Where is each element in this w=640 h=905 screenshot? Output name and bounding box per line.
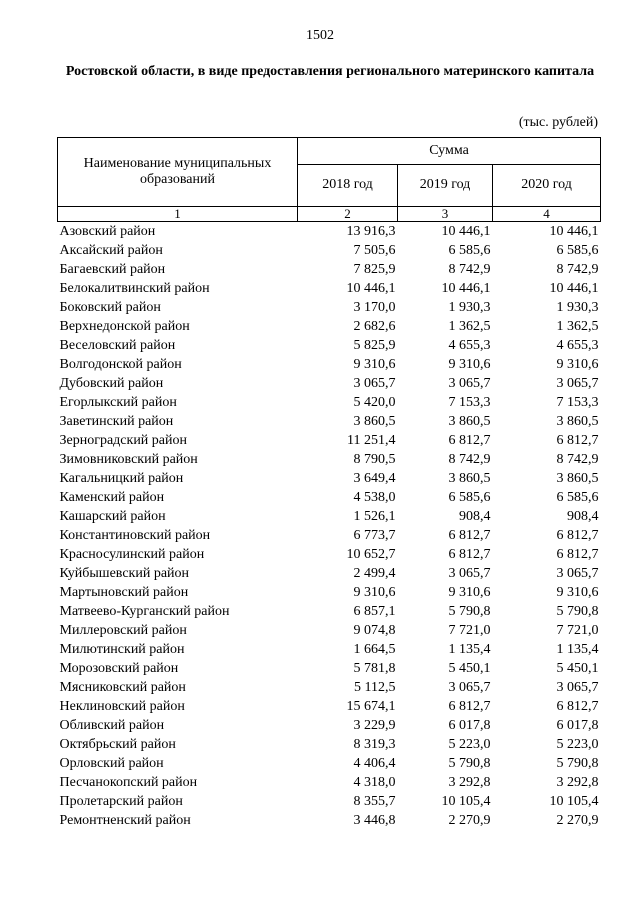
table-row — [58, 450, 601, 469]
value-2018: 3 229,9 — [353, 718, 396, 733]
header-index-4: 4 — [493, 207, 601, 222]
table-row — [58, 241, 601, 260]
value-2020: 6 585,6 — [556, 490, 599, 505]
value-2018: 13 916,3 — [346, 224, 396, 239]
table-row — [58, 716, 601, 735]
value-2020: 6 812,7 — [556, 528, 599, 543]
municipality-name: Дубовский район — [59, 376, 164, 391]
value-2018: 4 406,4 — [353, 756, 396, 771]
value-2020: 8 742,9 — [556, 262, 599, 277]
value-2019: 1 135,4 — [448, 642, 491, 657]
header-index-3: 3 — [398, 207, 493, 222]
value-2018: 9 310,6 — [353, 585, 396, 600]
table-row — [58, 545, 601, 564]
value-2019: 7 153,3 — [448, 395, 491, 410]
value-2018: 5 420,0 — [353, 395, 396, 410]
header-year-2020: 2020 год — [493, 164, 601, 206]
value-2018: 15 674,1 — [346, 699, 396, 714]
value-2019: 6 017,8 — [448, 718, 491, 733]
value-2018: 7 825,9 — [353, 262, 396, 277]
value-2019: 3 860,5 — [448, 471, 491, 486]
value-2018: 4 318,0 — [353, 775, 396, 790]
table-row — [58, 355, 601, 374]
value-2019: 1 930,3 — [448, 300, 491, 315]
value-2019: 5 790,8 — [448, 756, 491, 771]
value-2018: 2 682,6 — [353, 319, 396, 334]
value-2019: 908,4 — [459, 509, 491, 524]
value-2019: 8 742,9 — [448, 262, 491, 277]
header-year-2019: 2019 год — [398, 164, 493, 206]
value-2020: 3 860,5 — [556, 414, 599, 429]
value-2020: 3 860,5 — [556, 471, 599, 486]
value-2020: 9 310,6 — [556, 357, 599, 372]
value-2018: 2 499,4 — [353, 566, 396, 581]
value-2018: 6 773,7 — [353, 528, 396, 543]
table-row — [58, 735, 601, 754]
value-2018: 10 652,7 — [346, 547, 396, 562]
table-row — [58, 336, 601, 355]
value-2019: 3 065,7 — [448, 376, 491, 391]
value-2018: 8 790,5 — [353, 452, 396, 467]
municipality-name: Неклиновский район — [59, 699, 185, 714]
table-row — [58, 374, 601, 393]
table-row — [58, 393, 601, 412]
value-2019: 8 742,9 — [448, 452, 491, 467]
municipality-name: Каменский район — [59, 490, 165, 505]
table-row — [58, 754, 601, 773]
municipality-name: Мясниковский район — [59, 680, 186, 695]
value-2020: 9 310,6 — [556, 585, 599, 600]
value-2019: 6 812,7 — [448, 528, 491, 543]
value-2018: 7 505,6 — [353, 243, 396, 258]
municipality-name: Кагальницкий район — [59, 471, 184, 486]
value-2020: 10 446,1 — [549, 224, 599, 239]
municipality-name: Заветинский район — [59, 414, 174, 429]
value-2020: 5 790,8 — [556, 756, 599, 771]
table-row — [58, 260, 601, 279]
municipality-name: Веселовский район — [59, 338, 176, 353]
value-2020: 1 930,3 — [556, 300, 599, 315]
table-row — [58, 469, 601, 488]
municipality-name: Ремонтненский район — [59, 813, 191, 828]
value-2019: 5 223,0 — [448, 737, 491, 752]
municipality-name: Пролетарский район — [59, 794, 183, 809]
document-title: Ростовской области, в виде предоставления регионального материнского капитала — [65, 64, 595, 79]
value-2018: 8 355,7 — [353, 794, 396, 809]
value-2020: 908,4 — [567, 509, 599, 524]
value-2020: 5 790,8 — [556, 604, 599, 619]
municipality-name: Орловский район — [59, 756, 164, 771]
value-2018: 8 319,3 — [353, 737, 396, 752]
municipality-name: Багаевский район — [59, 262, 166, 277]
municipality-name: Зимовниковский район — [59, 452, 198, 467]
header-index-1: 1 — [58, 207, 298, 222]
table-row — [58, 792, 601, 811]
value-2018: 5 781,8 — [353, 661, 396, 676]
value-2018: 9 310,6 — [353, 357, 396, 372]
municipality-name: Кашарский район — [59, 509, 166, 524]
municipality-name: Матвеево-Курганский район — [59, 604, 230, 619]
table-row — [58, 317, 601, 336]
table-row — [58, 431, 601, 450]
value-2019: 4 655,3 — [448, 338, 491, 353]
table-row — [58, 564, 601, 583]
table-body — [58, 222, 601, 831]
table-row — [58, 412, 601, 431]
value-2018: 3 170,0 — [353, 300, 396, 315]
municipality-name: Азовский район — [59, 224, 156, 239]
value-2020: 5 450,1 — [556, 661, 599, 676]
table-row — [58, 488, 601, 507]
municipality-name: Песчанокопский район — [59, 775, 198, 790]
value-2018: 4 538,0 — [353, 490, 396, 505]
table-row — [58, 659, 601, 678]
header-sum: Сумма — [298, 138, 601, 165]
value-2019: 3 292,8 — [448, 775, 491, 790]
value-2019: 9 310,6 — [448, 585, 491, 600]
header-municipality: Наименование муниципальных образований — [58, 138, 298, 207]
value-2020: 8 742,9 — [556, 452, 599, 467]
value-2019: 6 585,6 — [448, 490, 491, 505]
municipality-name: Морозовский район — [59, 661, 179, 676]
value-2019: 9 310,6 — [448, 357, 491, 372]
table-row — [58, 222, 601, 242]
table-row — [58, 602, 601, 621]
value-2020: 6 585,6 — [556, 243, 599, 258]
municipality-name: Волгодонской район — [59, 357, 182, 372]
municipality-name: Обливский район — [59, 718, 165, 733]
municipality-name: Зерноградский район — [59, 433, 187, 448]
header-index-2: 2 — [298, 207, 398, 222]
table-row — [58, 583, 601, 602]
value-2020: 5 223,0 — [556, 737, 599, 752]
value-2020: 6 812,7 — [556, 433, 599, 448]
table-row — [58, 298, 601, 317]
value-2019: 10 446,1 — [441, 281, 491, 296]
value-2020: 3 065,7 — [556, 376, 599, 391]
table-row — [58, 621, 601, 640]
value-2018: 10 446,1 — [346, 281, 396, 296]
value-2020: 7 153,3 — [556, 395, 599, 410]
municipality-name: Егорлыкский район — [59, 395, 177, 410]
value-2020: 6 812,7 — [556, 547, 599, 562]
value-2020: 3 065,7 — [556, 680, 599, 695]
table-row — [58, 526, 601, 545]
table-row — [58, 279, 601, 298]
value-2018: 6 857,1 — [353, 604, 396, 619]
value-2020: 10 105,4 — [549, 794, 599, 809]
value-2019: 6 812,7 — [448, 699, 491, 714]
municipality-name: Аксайский район — [59, 243, 163, 258]
value-2020: 1 362,5 — [556, 319, 599, 334]
value-2018: 5 825,9 — [353, 338, 396, 353]
municipality-name: Октябрьский район — [59, 737, 176, 752]
value-2019: 3 065,7 — [448, 680, 491, 695]
value-2018: 1 664,5 — [353, 642, 396, 657]
value-2019: 2 270,9 — [448, 813, 491, 828]
table-row — [58, 697, 601, 716]
value-2019: 7 721,0 — [448, 623, 491, 638]
page-number: 1502 — [306, 28, 334, 43]
value-2020: 10 446,1 — [549, 281, 599, 296]
municipality-name: Константиновский район — [59, 528, 211, 543]
municipality-name: Белокалитвинский район — [59, 281, 210, 296]
municipality-name: Миллеровский район — [59, 623, 187, 638]
value-2019: 3 860,5 — [448, 414, 491, 429]
value-2018: 1 526,1 — [353, 509, 396, 524]
value-2020: 2 270,9 — [556, 813, 599, 828]
value-2019: 10 446,1 — [441, 224, 491, 239]
value-2018: 3 446,8 — [353, 813, 396, 828]
value-2019: 10 105,4 — [441, 794, 491, 809]
table-row — [58, 773, 601, 792]
value-2020: 1 135,4 — [556, 642, 599, 657]
value-2020: 4 655,3 — [556, 338, 599, 353]
municipality-name: Верхнедонской район — [59, 319, 190, 334]
value-2020: 3 065,7 — [556, 566, 599, 581]
budget-table — [57, 137, 601, 830]
header-year-2018: 2018 год — [298, 164, 398, 206]
value-2019: 6 812,7 — [448, 547, 491, 562]
municipality-name: Куйбышевский район — [59, 566, 190, 581]
value-2019: 5 790,8 — [448, 604, 491, 619]
municipality-name: Красносулинский район — [59, 547, 205, 562]
municipality-name: Милютинский район — [59, 642, 185, 657]
table-row — [58, 678, 601, 697]
value-2020: 6 017,8 — [556, 718, 599, 733]
table-row — [58, 507, 601, 526]
value-2020: 6 812,7 — [556, 699, 599, 714]
value-2018: 5 112,5 — [354, 680, 396, 695]
value-2020: 7 721,0 — [556, 623, 599, 638]
value-2019: 6 812,7 — [448, 433, 491, 448]
units-label: (тыс. рублей) — [518, 115, 598, 130]
value-2018: 9 074,8 — [353, 623, 396, 638]
value-2018: 3 065,7 — [353, 376, 396, 391]
table-row — [58, 640, 601, 659]
value-2019: 5 450,1 — [448, 661, 491, 676]
municipality-name: Мартыновский район — [59, 585, 189, 600]
value-2018: 11 251,4 — [347, 433, 396, 448]
value-2019: 1 362,5 — [448, 319, 491, 334]
value-2019: 3 065,7 — [448, 566, 491, 581]
table-row — [58, 811, 601, 830]
value-2018: 3 860,5 — [353, 414, 396, 429]
municipality-name: Боковский район — [59, 300, 161, 315]
value-2019: 6 585,6 — [448, 243, 491, 258]
value-2018: 3 649,4 — [353, 471, 396, 486]
value-2020: 3 292,8 — [556, 775, 599, 790]
